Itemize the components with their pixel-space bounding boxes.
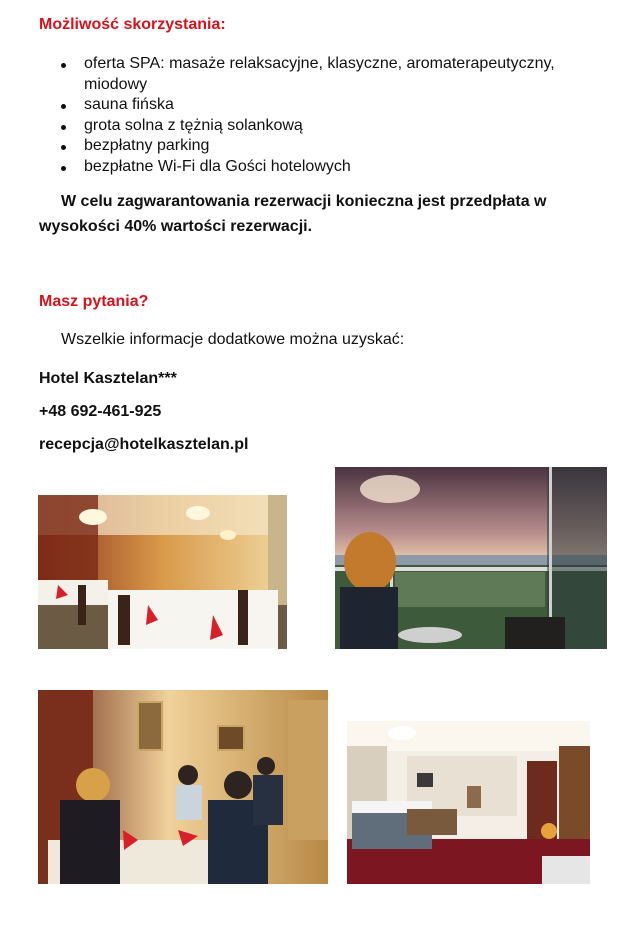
amenities-list — [60, 54, 620, 177]
questions-heading: Masz pytania? — [39, 293, 149, 310]
list-item: bezpłatny parking — [60, 136, 620, 157]
dining-guests-photo — [38, 690, 328, 884]
list-item: oferta SPA: masaże relaksacyjne, klasyczne, aromaterapeutyczny, miodowy — [60, 54, 620, 95]
list-item: sauna fińska — [60, 95, 620, 116]
hotel-room-photo — [347, 721, 590, 884]
options-heading: Możliwość skorzystania: — [39, 16, 226, 33]
list-item: bezpłatne Wi-Fi dla Gości hotelowych — [60, 157, 620, 178]
list-item: grota solna z tężnią solankową — [60, 116, 620, 137]
email-link[interactable]: recepcja@hotelkasztelan.pl — [39, 436, 249, 453]
prepayment-notice: W celu zagwarantowania rezerwacji konieczna jest przedpłata w wysokości 40% wartości rezerwacji. — [39, 193, 547, 235]
info-intro: Wszelkie informacje dodatkowe można uzyskać: — [61, 331, 405, 348]
hotel-name: Hotel Kasztelan*** — [39, 370, 177, 387]
balcony-view-photo — [335, 467, 607, 649]
restaurant-photo — [38, 495, 287, 649]
phone-number[interactable]: +48 692-461-925 — [39, 403, 162, 420]
